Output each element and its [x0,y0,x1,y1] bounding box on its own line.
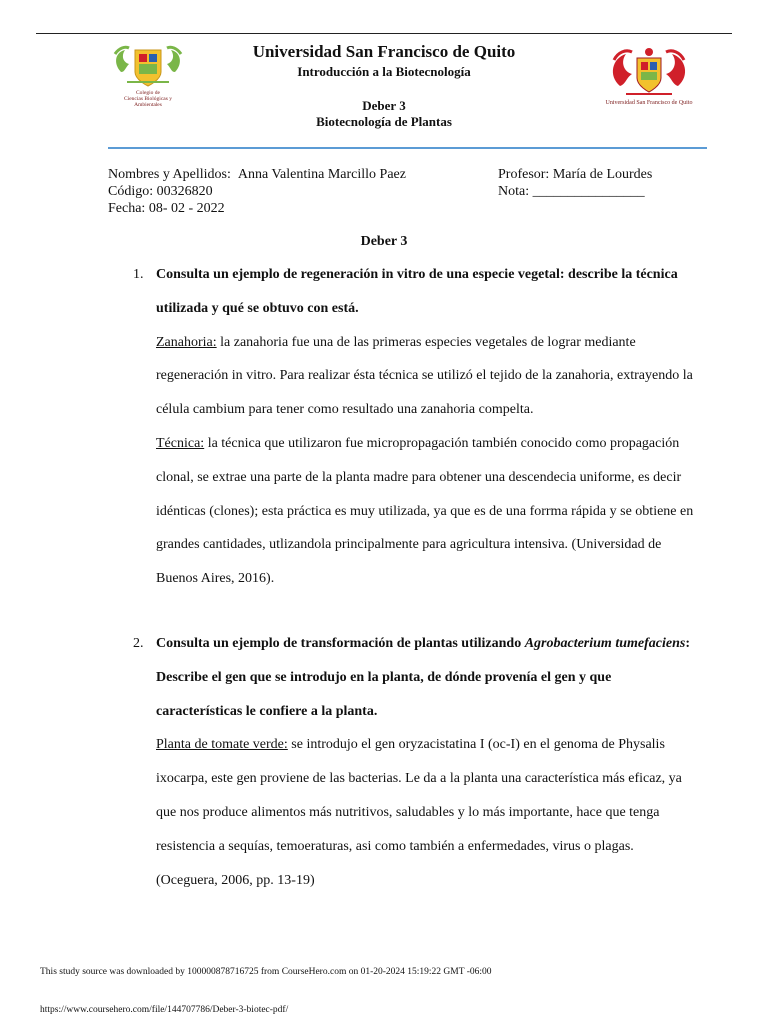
grade-row [498,183,645,200]
grade-blank: ________________ [532,184,645,199]
question-2-prompt: Consulta un ejemplo de transformación de plantas utilizando Agrobacterium tumefaciens: Describe el gen que se introdujo en la planta, de dónde provenía el gen y que características le confiere a la planta. [156,636,690,719]
date-row [108,200,225,217]
date-label: Fecha: [108,201,146,216]
answer-2-text-1: se introdujo el gen oryzacistatina I (oc-I) en el genoma de Physalis ixocarpa, este gen proviene de las bacterias. Le da a la planta una característica más eficaz, ya que nos produce alimentos más nutritivos, saludables y lo más importante, hace que tenga resistencia a sequías, temoeraturas, asi como también a enfermedades, virus o plagas. (Oceguera, 2006, pp. 13-19) [156,737,682,888]
answer-2-label-tomate: Planta de tomate verde: [156,737,288,753]
code-label: Código: [108,184,154,199]
section-title: Deber 3 [360,234,408,249]
assignment-topic: Biotecnología de Plantas [316,114,452,129]
college-logo-caption: Colegio de Ciencias Biológicas y Ambientales [124,90,172,108]
question-1-prompt: Consulta un ejemplo de regeneración in vitro de una especie vegetal: describe la técnica utilizada y qué se obtuvo con está. [156,267,678,316]
answer-1-label-tecnica: Técnica: [156,435,205,451]
assignment-number: Deber 3 [362,98,406,113]
answer-1-text-1: la zanahoria fue una de las primeras especies vegetales de lograr mediante regeneración in vitro. Para realizar ésta técnica se utilizó el tejido de la zanahoria, extrayendo la célula cambium para tener como resultado una zanahoria compelta. [156,334,693,418]
answer-1-label-zanahoria: Zanahoria: [156,334,217,350]
university-logo-caption: Universidad San Francisco de Quito [605,100,693,106]
professor-label: Profesor: [498,167,550,182]
names-value: Anna Valentina Marcillo Paez [237,167,406,182]
question-2-number: 2. [133,636,144,651]
question-1-number: 1. [133,267,144,282]
question-2 [156,627,696,897]
code-row [108,183,213,200]
names-label: Nombres y Apellidos: [108,167,231,182]
course-name: Introducción a la Biotecnología [297,64,471,79]
top-rule [36,33,732,34]
answer-1-paragraph-1 [156,326,696,427]
university-name: Universidad San Francisco de Quito [252,42,516,61]
answer-2-paragraph-1 [156,728,696,897]
agrobacterium-name: Agrobacterium tumefaciens [524,636,686,651]
download-notice: This study source was downloaded by 100000878716725 from CourseHero.com on 01-20-2024 15:19:22 GMT -06:00 [40,967,492,977]
answer-1-paragraph-2 [156,427,696,596]
code-value: 00326820 [156,184,213,199]
professor-row [498,166,652,183]
date-value: 08- 02 - 2022 [148,201,225,216]
grade-label: Nota: [498,184,530,199]
source-url-link[interactable]: https://www.coursehero.com/file/144707786/Deber-3-biotec-pdf/ [40,1005,289,1015]
header-divider [108,147,707,149]
question-1 [156,258,696,596]
professor-value: María de Lourdes [552,167,653,182]
answer-1-text-2: la técnica que utilizaron fue micropropagación también conocido como propagación clonal, se extrae una parte de la planta madre para obtener una descendecia uniforme, es decir idénticas (clones); esta práctica es muy utilizada, ya que es de una forrma rápida y se obtiene en grandes cantidades, utlizandola principalmente para agricultura intensiva. (Universidad de Buenos Aires, 2016). [156,435,694,587]
names-row [108,166,406,183]
